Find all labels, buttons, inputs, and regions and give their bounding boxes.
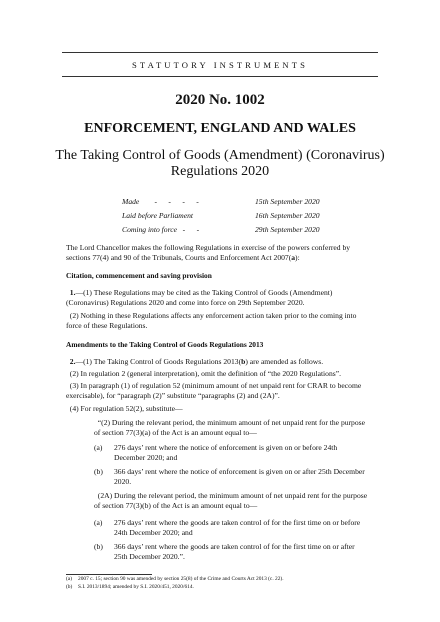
paragraph-line: of section 77(3)(a) of the Act is an amount equal to— [94,427,257,437]
paragraph-line [66,369,375,379]
item-line: 276 days’ rent where the notice of enforcement is given on or before 24th [114,443,338,452]
preamble-text: sections 77(4) and 90 of the Tribunals, Courts and Enforcement Act 2007( [66,252,292,262]
paragraph [66,381,375,401]
item-line: 25th December 2020.”. [114,551,185,561]
paragraph-text: (4) For regulation 52(2), substitute— [69,404,183,413]
paragraph-number: 1. [69,288,76,297]
series-heading: STATUTORY INSTRUMENTS [132,60,308,70]
paragraph-text: “(2) During the relevant period, the minimum amount of net unpaid rent for the purpose [97,418,365,427]
paragraph [66,357,375,367]
instrument-title [0,148,440,180]
paragraph-line [66,381,375,391]
footnote-label: (a) [66,576,72,582]
item-line: 2020. [114,476,132,486]
footnote-rule [66,574,152,575]
paragraph-text: (2) Nothing in these Regulations affects any enforcement action taken prior to the coming into [69,311,357,320]
paragraph-line: force of these Regulations. [66,320,148,330]
top-rule [62,52,378,53]
paragraph-line [94,491,375,501]
preamble-text: ): [295,252,300,262]
section-heading: Citation, commencement and saving provision [66,271,212,280]
paragraph-text: (2A) During the relevant period, the minimum amount of net unpaid rent for the purpose [97,491,368,500]
item-label: (b) [94,542,103,551]
series-rule [62,76,378,77]
date-value: 15th September 2020 [255,197,320,206]
item-line: 276 days’ rent where the goods are taken control of for the first time on or before [114,518,361,527]
paragraph-line [94,418,375,428]
date-value: 16th September 2020 [255,211,320,220]
paragraph-text: ) are amended as follows. [245,357,324,366]
paragraph [66,369,375,379]
paragraph-line: of section 77(3)(b) of the Act is an amount equal to— [94,500,258,510]
footnote-ref: a [291,252,296,262]
date-label: Laid before Parliament [122,211,194,220]
item-line: 366 days’ rent where the goods are taken control of for the first time on or after [114,542,355,551]
paragraph-line [66,288,375,298]
paragraph-text: (2) In regulation 2 (general interpretation), omit the definition of “the 2020 Regulations”. [69,369,341,378]
paragraph-line: (Coronavirus) Regulations 2020 and come into force on 29th September 2020. [66,297,305,307]
paragraph-line [66,404,375,414]
item-line: 24th December 2020; and [114,527,193,537]
list-item [114,467,375,487]
footnote-ref: b [241,357,246,366]
paragraph-line: exercisable), for “paragraph (2)” substitute “paragraphs (2) and (2A)”. [66,390,280,400]
paragraph [66,311,375,331]
title-line: Regulations 2020 [170,164,270,179]
item-line: December 2020; and [114,452,178,462]
footnote-text: 2007 c. 15; section 90 was amended by section 25(8) of the Crime and Courts Act 2013 (c. 22). [78,576,284,582]
date-label: Made - - - - [122,197,199,206]
title-line: The Taking Control of Goods (Amendment) (Coronavirus) [55,148,385,163]
item-line: 366 days’ rent where the notice of enforcement is given on or after 25th December [114,467,365,476]
list-item [114,518,375,538]
footnote [66,576,284,582]
footnote-text: S.I. 2013/1894; amended by S.I. 2020/451, 2020/614. [78,584,194,590]
item-label: (a) [94,518,103,527]
footnote [66,584,194,590]
paragraph-text: —(1) These Regulations may be cited as the Taking Control of Goods (Amendment) [75,288,333,297]
list-item [114,542,375,562]
paragraph-number: 2. [69,357,76,366]
item-label: (a) [94,443,103,452]
paragraph-text: —(1) The Taking Control of Goods Regulations 2013( [75,357,242,366]
preamble-line: The Lord Chancellor makes the following Regulations in exercise of the powers conferred by [66,243,351,252]
date-label: Coming into force - - [122,225,200,234]
instrument-number: 2020 No. 1002 [175,92,265,108]
footnote-label: (b) [66,584,73,590]
item-label: (b) [94,467,103,476]
paragraph [66,404,375,414]
paragraph-line [66,311,375,321]
quoted-paragraph [94,418,375,438]
subject-heading: ENFORCEMENT, ENGLAND AND WALES [84,121,356,136]
paragraph-line [66,357,375,367]
paragraph [66,288,375,308]
section-heading: Amendments to the Taking Control of Goods Regulations 2013 [66,340,264,349]
paragraph-text: (3) In paragraph (1) of regulation 52 (minimum amount of net unpaid rent for CRAR to become [69,381,362,390]
preamble [66,243,375,263]
preamble-line [66,253,375,263]
quoted-paragraph [94,491,375,511]
date-value: 29th September 2020 [255,225,320,234]
list-item [114,443,375,463]
